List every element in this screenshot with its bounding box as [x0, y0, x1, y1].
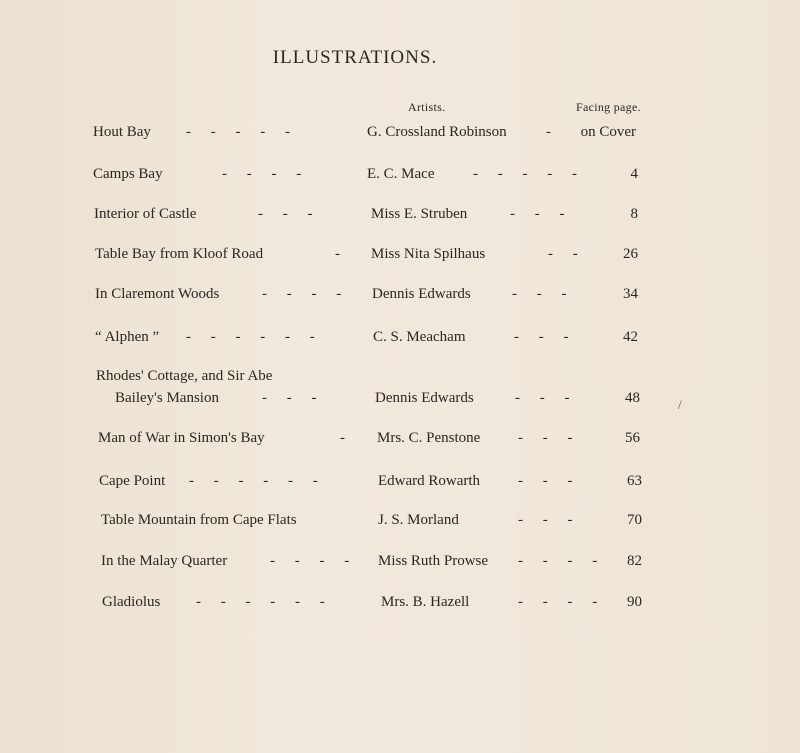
entry-page: 34	[623, 286, 638, 302]
entry-title: Rhodes' Cottage, and Sir Abe	[96, 368, 273, 384]
entry-artist: E. C. Mace	[367, 166, 435, 182]
entry-title: Gladiolus	[102, 594, 161, 610]
entry-title-line2: Bailey's Mansion	[115, 390, 219, 406]
entry-page: 56	[625, 430, 640, 446]
entry-title: Table Bay from Kloof Road	[95, 246, 264, 262]
entry-artist: Dennis Edwards	[375, 390, 474, 406]
leader-dots: - - - - - -	[196, 594, 333, 610]
page-title: ILLUSTRATIONS.	[272, 47, 438, 68]
entry-artist: Edward Rowarth	[378, 473, 481, 489]
leader-dots: - - - -	[518, 594, 606, 610]
entry-title: Man of War in Simon's Bay	[98, 430, 265, 446]
leader-dots: -	[335, 246, 348, 262]
leader-dots: - - -	[515, 390, 578, 406]
entry-artist: Miss Nita Spilhaus	[371, 246, 486, 262]
leader-dots: - - - - - -	[186, 329, 323, 345]
leader-dots: - - -	[510, 206, 573, 222]
entry-title: In the Malay Quarter	[101, 553, 228, 569]
leader-dots: - - - -	[222, 166, 310, 182]
leader-dots: - - -	[518, 430, 581, 446]
entry-title: Cape Point	[99, 473, 166, 489]
entry-artist: J. S. Morland	[378, 512, 459, 528]
entry-title: Table Mountain from Cape Flats	[101, 512, 297, 528]
leader-dots: -	[340, 430, 353, 446]
entry-title: Hout Bay	[93, 124, 151, 140]
artists-column-header: Artists.	[408, 100, 446, 114]
entry-page: on Cover	[580, 124, 636, 140]
entry-title: Camps Bay	[93, 166, 163, 182]
leader-dots: - - -	[258, 206, 321, 222]
entry-page: 90	[627, 594, 642, 610]
entry-artist: Mrs. C. Penstone	[377, 430, 481, 446]
leader-dots: - - - - -	[473, 166, 585, 182]
entry-page: 4	[630, 166, 638, 182]
entry-artist: G. Crossland Robinson	[367, 124, 507, 140]
leader-dots: - - -	[512, 286, 575, 302]
entry-page: 82	[627, 553, 642, 569]
entry-title: Interior of Castle	[94, 206, 197, 222]
entry-page: 42	[623, 329, 638, 345]
entry-page: 48	[625, 390, 640, 406]
leader-dots: - -	[548, 246, 586, 262]
entry-page: 70	[627, 512, 642, 528]
entry-title: In Claremont Woods	[95, 286, 220, 302]
leader-dots: - - -	[518, 473, 581, 489]
leader-dots: - - - -	[262, 286, 350, 302]
leader-dots: - - -	[514, 329, 577, 345]
entry-artist: Miss Ruth Prowse	[378, 553, 489, 569]
margin-mark: /	[678, 397, 682, 412]
entry-title: “ Alphen ”	[95, 329, 160, 345]
entry-artist: Mrs. B. Hazell	[381, 594, 470, 610]
entry-artist: Miss E. Struben	[371, 206, 468, 222]
leader-dots: - - - - -	[186, 124, 298, 140]
entry-page: 63	[627, 473, 642, 489]
entry-page: 26	[623, 246, 638, 262]
leader-dots: -	[546, 124, 559, 140]
entry-page: 8	[630, 206, 638, 222]
leader-dots: - - - -	[270, 553, 358, 569]
entry-artist: Dennis Edwards	[372, 286, 471, 302]
facing-page-column-header: Facing page.	[576, 100, 641, 114]
entry-artist: C. S. Meacham	[373, 329, 466, 345]
leader-dots: - - -	[518, 512, 581, 528]
leader-dots: - - -	[262, 390, 325, 406]
leader-dots: - - - - - -	[189, 473, 326, 489]
leader-dots: - - - -	[518, 553, 606, 569]
